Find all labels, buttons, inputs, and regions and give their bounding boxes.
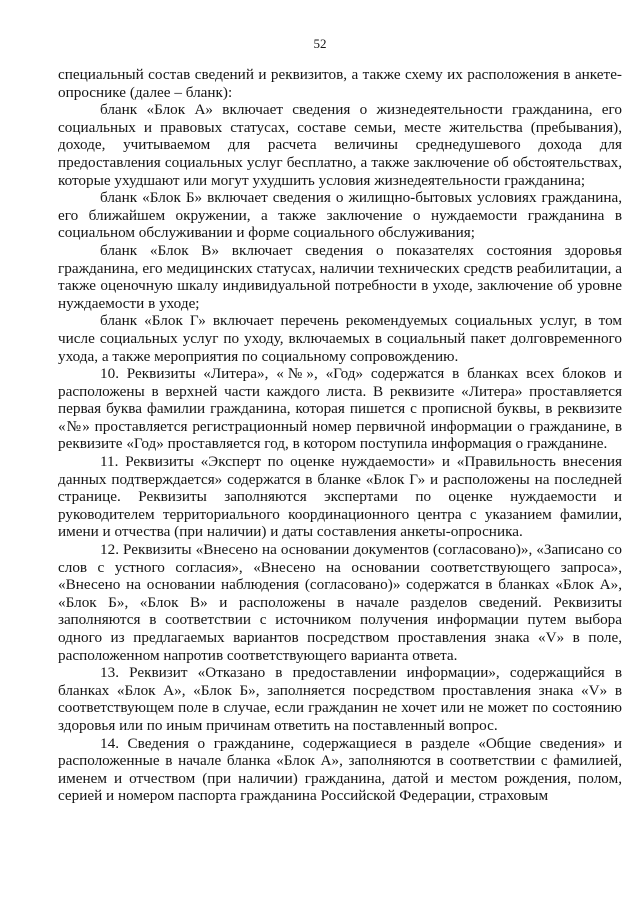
paragraph-item-14: 14. Сведения о гражданине, содержащиеся в разделе «Общие сведения» и расположенные в начале бланка «Блок А», заполняются в соответствии с фамилией, именем и отчеством (при наличии) гражданина, датой и местом рождения, полом, серией и номером паспорта гражданина Российской Федерации, страховым [58, 734, 622, 805]
paragraph-item-11: 11. Реквизиты «Эксперт по оценке нуждаемости» и «Правильность внесения данных подтверждается» содержатся в бланке «Блок Г» и расположены на последней странице. Реквизиты заполняются экспертами по оценке нуждаемости и руководителем территориального координационного центра с указанием фамилии, имени и отчества (при наличии) и даты составления анкеты-опросника. [58, 453, 622, 541]
paragraph-continuation: специальный состав сведений и реквизитов, а также схему их расположения в анкете-опроснике (далее – бланк): [58, 66, 622, 101]
paragraph-blank-block-v: бланк «Блок В» включает сведения о показателях состояния здоровья гражданина, его медицинских статусах, наличии технических средств реабилитации, а также оценочную шкалу индивидуальной потребности в уходе, заключение об уровне нуждаемости в уходе; [58, 241, 622, 312]
paragraph-blank-block-g: бланк «Блок Г» включает перечень рекомендуемых социальных услуг, в том числе социальных услуг по уходу, включаемых в социальный пакет долговременного ухода, а также мероприятия по социальному сопровождению. [58, 312, 622, 365]
paragraph-item-13: 13. Реквизит «Отказано в предоставлении информации», содержащийся в бланках «Блок А», «Блок Б», заполняется посредством проставления знака «V» в соответствующем поле в случае, если гражданин не хочет или не может по состоянию здоровья или по иным причинам ответить на поставленный вопрос. [58, 664, 622, 734]
page-number: 52 [313, 36, 327, 51]
document-body [58, 66, 622, 805]
paragraph-blank-block-b: бланк «Блок Б» включает сведения о жилищно-бытовых условиях гражданина, его ближайшем окружении, а также заключение о нуждаемости гражданина в социальном обслуживании и форме социального обслуживания; [58, 189, 622, 242]
paragraph-item-10: 10. Реквизиты «Литера», «№», «Год» содержатся в бланках всех блоков и расположены в верхней части каждого листа. В реквизите «Литера» проставляется первая буква фамилии гражданина, которая пишется с прописной буквы, в реквизите «№» проставляется регистрационный номер первичной информации о гражданине, в реквизите «Год» проставляется год, в котором поступила информация о гражданине. [58, 365, 622, 453]
paragraph-item-12: 12. Реквизиты «Внесено на основании документов (согласовано)», «Записано со слов с устного согласия», «Внесено на основании соответствующего запроса», «Внесено на основании наблюдения (согласовано)» содержатся в бланках «Блок А», «Блок Б», «Блок В» и расположены в начале разделов сведений. Реквизиты заполняются в соответствии с источником получения информации путем выбора одного из предлагаемых вариантов посредством проставления знака «V» в поле, расположенном напротив соответствующего варианта ответа. [58, 541, 622, 664]
paragraph-blank-block-a: бланк «Блок А» включает сведения о жизнедеятельности гражданина, его социальных и правовых статусах, составе семьи, месте жительства (пребывания), доходе, учитываемом для расчета величины среднедушевого дохода для предоставления социальных услуг бесплатно, а также заключение об обстоятельствах, которые ухудшают или могут ухудшить условия жизнедеятельности гражданина; [58, 101, 622, 189]
